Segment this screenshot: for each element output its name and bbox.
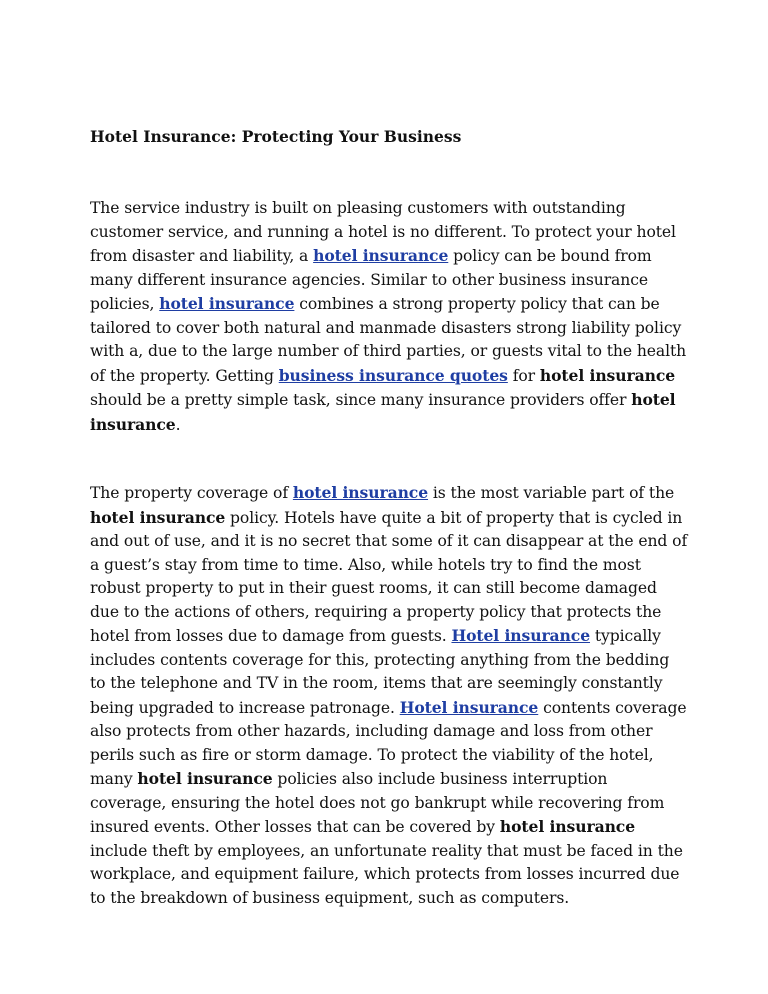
p2-text-3: policy. Hotels have quite a bit of property that is cycled in and out of use, and it is no secret that some of it can disappear at the end of a guest’s stay from time to time. Also, while hotels try to find the most robust property to put in their guest rooms, it can still become damaged due to the actions of others, requiring a property policy that protects the hotel from losses due to damage from guests. — [90, 508, 688, 645]
hotel-insurance-link[interactable]: Hotel insurance — [451, 626, 591, 645]
p1-text-5: should be a pretty simple task, since many insurance providers offer — [90, 391, 632, 409]
business-insurance-quotes-link[interactable]: business insurance quotes — [278, 365, 508, 385]
p1-text-2: policy can be bound from many different insurance agencies. Similar to other business insurance policies, — [90, 247, 652, 313]
p1-text-1: The service industry is built on pleasing customers with outstanding customer service, and running a hotel is no different. To protect your hotel from disaster and liability, a — [90, 199, 676, 265]
p2-text-4: typically includes contents coverage for this, protecting anything from the bedding to the telephone and TV in the room, items that are seemingly constantly being upgraded to increase patronage. — [90, 627, 670, 717]
p2-text-7: include theft by employees, an unfortunate reality that must be faced in the workplace, and equipment failure, which protects from losses incurred due to the breakdown of business equipment, such as computers. — [90, 841, 683, 907]
p2-text-1: The property coverage of — [90, 484, 293, 502]
keyword-bold: hotel insurance — [90, 390, 676, 434]
p2-text-6: policies also include business interruption coverage, ensuring the hotel does not go bankrupt while recovering from insured events. Other losses that can be covered by — [90, 770, 665, 836]
hotel-insurance-link[interactable]: hotel insurance — [313, 246, 449, 265]
p1-text-6: . — [175, 415, 181, 434]
keyword-bold: hotel insurance — [137, 769, 273, 788]
keyword-bold: hotel insurance — [539, 365, 676, 385]
document-title: Hotel Insurance: Protecting Your Business — [90, 127, 462, 146]
p1-text-4: for — [507, 366, 540, 385]
paragraph-2 — [90, 481, 688, 910]
keyword-bold: hotel insurance — [90, 507, 226, 527]
hotel-insurance-link[interactable]: hotel insurance — [159, 294, 295, 313]
paragraph-1 — [90, 197, 688, 437]
p2-text-5: contents coverage also protects from other hazards, including damage and loss from other perils such as fire or storm damage. To protect the viability of the hotel, many — [90, 698, 687, 788]
p2-text-2: is the most variable part of the — [428, 484, 675, 502]
hotel-insurance-link[interactable]: hotel insurance — [292, 483, 429, 502]
hotel-insurance-link[interactable]: Hotel insurance — [399, 697, 539, 717]
keyword-bold: hotel insurance — [499, 817, 636, 836]
p1-text-3: combines a strong property policy that can be tailored to cover both natural and manmade disasters strong liability policy with a, due to the large number of third parties, or guests vital to the health of the property. Getting — [90, 295, 687, 385]
